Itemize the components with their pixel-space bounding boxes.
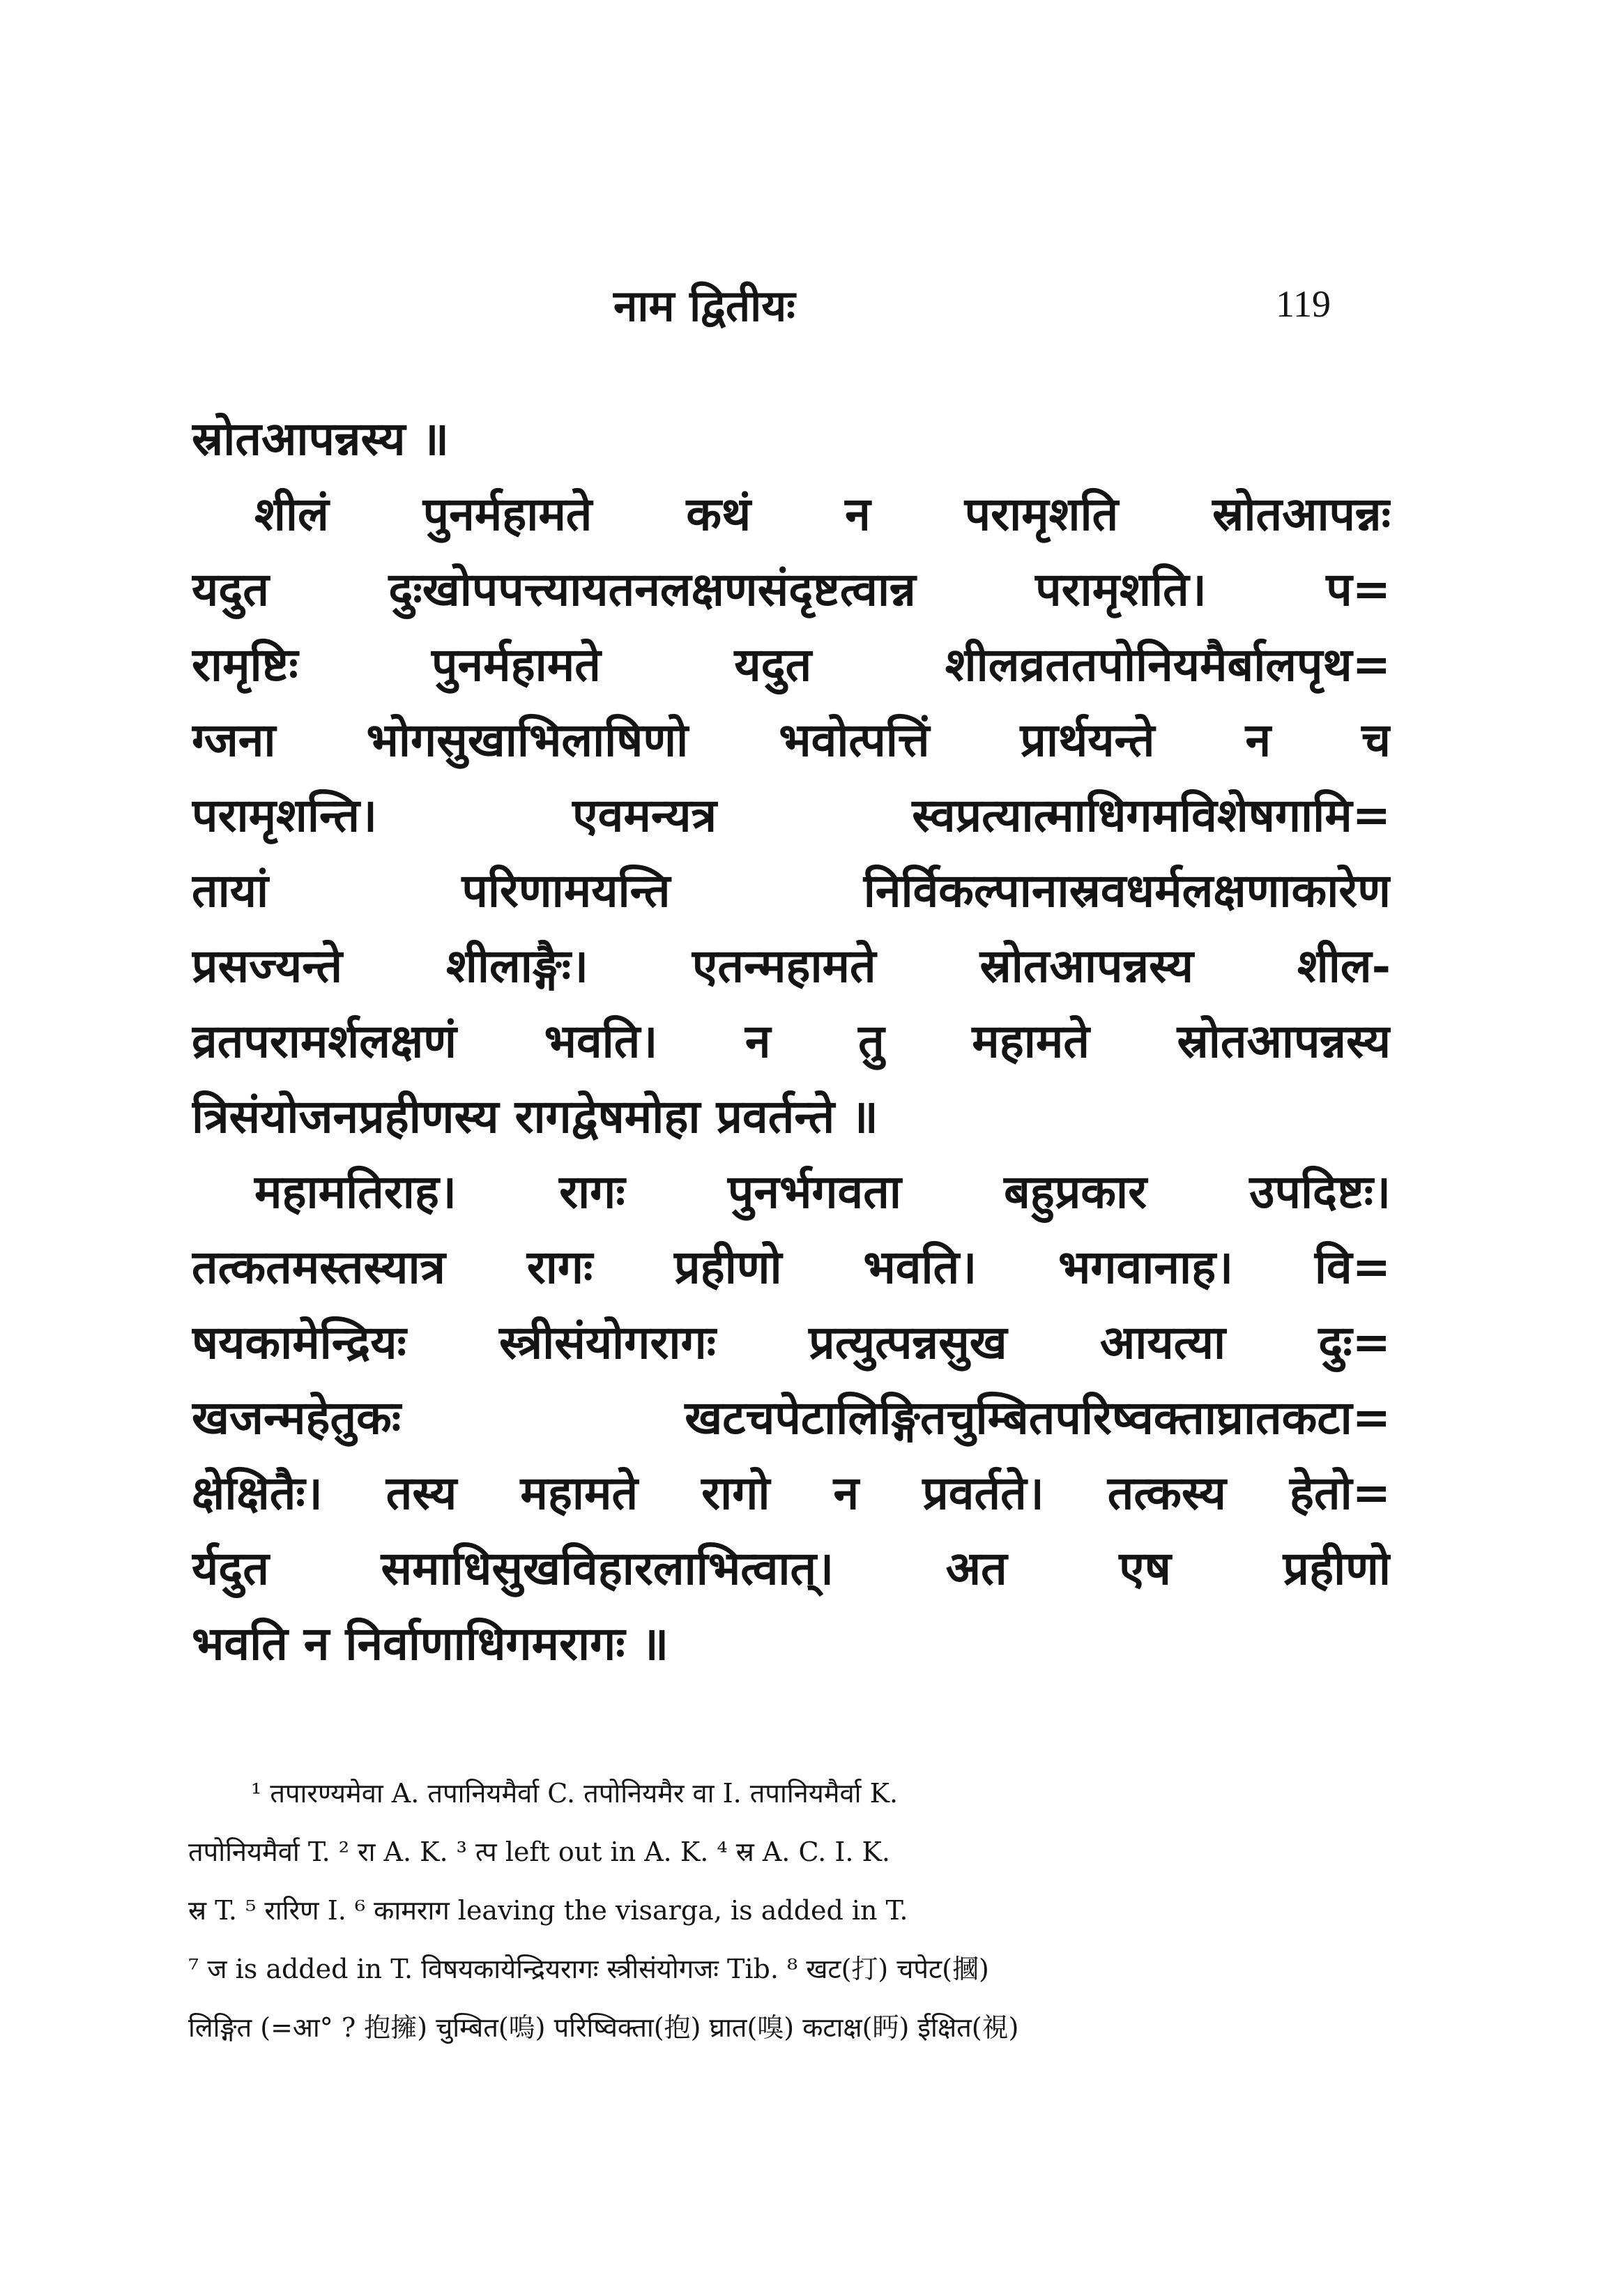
- text-line: परामृशन्ति। एवमन्यत्र स्वप्रत्यात्माधिगमविशेषगामि=: [192, 788, 1391, 842]
- text-line: स्रोतआपन्नस्य ॥: [192, 411, 450, 466]
- text-line: क्षेक्षितैः। तस्य महामते रागो न प्रवर्तते। तत्कस्य हेतो=: [192, 1466, 1391, 1520]
- text-line: षयकामेन्द्रियः स्त्रीसंयोगरागः प्रत्युत्पन्नसुख आयत्या दुः=: [192, 1315, 1391, 1369]
- footnotes-block: [188, 1764, 1394, 2057]
- footnote-line: तपोनियमैर्वा T. ² रा A. K. ³ त्प left out in A. K. ⁴ स्र A. C. I. K.: [188, 1837, 890, 1867]
- page-number: 119: [1276, 283, 1331, 325]
- running-header-title: नाम द्वितीयः: [613, 280, 795, 331]
- text-line: तायां परिणामयन्ति निर्विकल्पानास्रवधर्मलक्षणाकारेण: [192, 863, 1391, 918]
- footnote-line: ⁷ ज is added in T. विषयकायेन्द्रियरागः स्त्रीसंयोगजः Tib. ⁸ खट(打) चपेट(摑): [188, 1954, 989, 1984]
- footnote-line: स्र T. ⁵ रारिण I. ⁶ कामराग leaving the visarga, is added in T.: [188, 1895, 908, 1926]
- text-line: प्रसज्यन्ते शीलाङ्गैः। एतन्महामते स्रोतआपन्नस्य शील-: [192, 938, 1391, 993]
- footnote-line: ¹ तपारण्यमेवा A. तपानियमैर्वा C. तपोनियमैर वा I. तपानियमैर्वा K.: [251, 1778, 899, 1809]
- text-line: महामतिराह। रागः पुनर्भगवता बहुप्रकार उपदिष्टः।: [254, 1164, 1391, 1219]
- text-line: व्रतपरामर्शलक्षणं भवति। न तु महामते स्रोतआपन्नस्य: [192, 1014, 1391, 1068]
- text-line: ग्जना भोगसुखाभिलाषिणो भवोत्पत्तिं प्रार्थयन्ते न च: [192, 713, 1391, 767]
- text-line: त्रिसंयोजनप्रहीणस्य रागद्वेषमोहा प्रवर्तन्ते ॥: [192, 1089, 878, 1143]
- text-line: खजन्महेतुकः खटचपेटालिङ्गितचुम्बितपरिष्वक्ताघ्रातकटा=: [192, 1390, 1391, 1445]
- footnote-line: लिङ्गित (=आ° ? 抱擁) चुम्बित(嗚) परिष्विक्ता(抱) घ्रात(嗅) कटाक्ष(眄) ईक्षित(視): [188, 2012, 1019, 2043]
- main-text-block: [192, 401, 1391, 1681]
- text-line: तत्कतमस्तस्यात्र रागः प्रहीणो भवति। भगवानाह। वि=: [192, 1240, 1391, 1294]
- text-line: शीलं पुनर्महामते कथं न परामृशति स्रोतआपन्नः: [254, 487, 1391, 541]
- text-line: र्यदुत समाधिसुखविहारलाभित्वात्। अत एष प्रहीणो: [192, 1541, 1391, 1595]
- text-line: रामृष्टिः पुनर्महामते यदुत शीलव्रततपोनियमैर्बालपृथ=: [192, 637, 1391, 692]
- text-line: यदुत दुःखोपपत्त्यायतनलक्षणसंदृष्टत्वान्न परामृशति। प=: [192, 562, 1391, 616]
- text-line: भवति न निर्वाणाधिगमरागः ॥: [192, 1616, 669, 1671]
